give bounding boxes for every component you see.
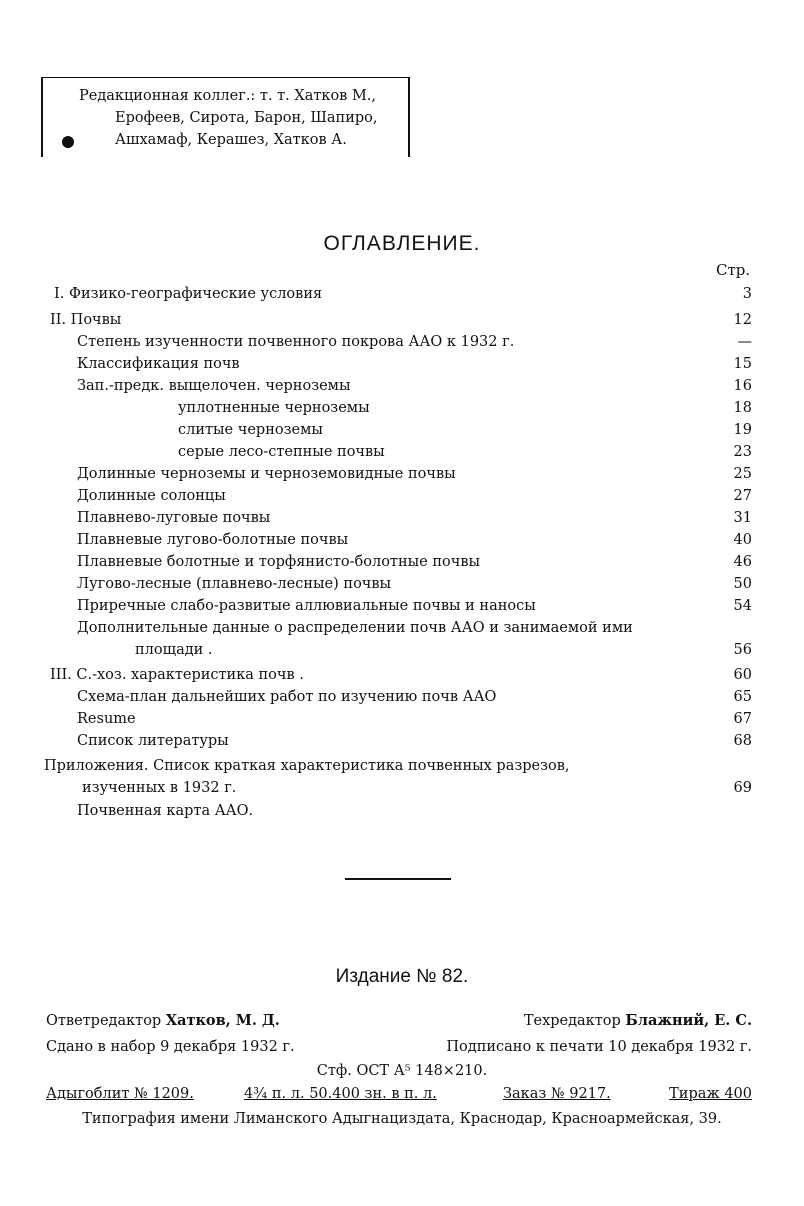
toc-entry-page: 16 — [733, 378, 752, 394]
toc-entry-text: Приложения. Список краткая характеристика почвенных разрезов, — [44, 758, 570, 774]
toc-entry — [0, 532, 804, 554]
toc-title: ОГЛАВЛЕНИЕ. — [323, 232, 481, 255]
technical-editor-label: Техредактор — [523, 1013, 621, 1029]
toc-entry-page: 31 — [733, 510, 752, 526]
toc-entry — [0, 667, 804, 689]
toc-entry-page: 56 — [733, 642, 752, 658]
toc-entry — [0, 312, 804, 334]
toc-entry-text: изученных в 1932 г. — [82, 780, 237, 796]
toc-entry-text: площади . — [135, 642, 213, 658]
toc-entry — [0, 286, 804, 308]
toc-entry-page: 40 — [733, 532, 752, 548]
toc-entry-text: Почвенная карта ААО. — [77, 803, 254, 819]
toc-entry-text: Долинные солонцы — [77, 488, 226, 504]
toc-entry-text: слитые черноземы — [178, 422, 323, 438]
toc-entry-page: 3 — [742, 286, 752, 302]
toc-entry-text: Плавневые лугово-болотные почвы — [77, 532, 349, 548]
printed-sheets: 4¾ п. л. 50.400 зн. в п. л. — [244, 1086, 437, 1102]
toc-entry-page: 18 — [733, 400, 752, 416]
toc-entry — [0, 803, 804, 825]
toc-entry-text: Зап.-предк. выщелочен. черноземы — [77, 378, 351, 394]
toc-entry-text: Resume — [77, 711, 136, 727]
editorial-line-1: Редакционная коллег.: т. т. Хатков М., — [79, 88, 377, 104]
order-number: Заказ № 9217. — [503, 1086, 611, 1102]
typeset-date: Сдано в набор 9 декабря 1932 г. — [46, 1039, 295, 1055]
toc-entry — [0, 733, 804, 755]
toc-entry-page: 25 — [733, 466, 752, 482]
toc-entry-text: Приречные слабо-развитые аллювиальные почвы и наносы — [77, 598, 536, 614]
toc-entry-text: I. Физико-географические условия — [54, 286, 323, 302]
toc-entry-text: Долинные черноземы и черноземовидные почвы — [77, 466, 456, 482]
toc-entry-text: Схема-план дальнейших работ по изучению почв ААО — [77, 689, 497, 705]
toc-entry-page: 46 — [733, 554, 752, 570]
paper-format: Стф. ОСТ А⁵ 148×210. — [316, 1063, 488, 1079]
toc-entry — [0, 356, 804, 378]
toc-entry — [0, 334, 804, 356]
responsible-editor-name: Хатков, М. Д. — [165, 1012, 280, 1029]
adygoblit-number: Адыгоблит № 1209. — [46, 1086, 194, 1102]
toc-entry-text: Плавнево-луговые почвы — [77, 510, 271, 526]
toc-entry-page: 50 — [733, 576, 752, 592]
toc-entry — [0, 510, 804, 532]
print-run: Тираж 400 — [669, 1086, 752, 1102]
printer-line: Типография имени Лиманского Адыгнациздата, Краснодар, Красноармейская, 39. — [82, 1111, 722, 1127]
toc-entry-text: Дополнительные данные о распределении почв ААО и занимаемой ими — [77, 620, 633, 636]
toc-entry — [0, 620, 804, 642]
responsible-editor — [46, 1012, 280, 1029]
toc-entry — [0, 444, 804, 466]
toc-entry — [0, 780, 804, 802]
toc-entry-text: Плавневые болотные и торфянисто-болотные почвы — [77, 554, 481, 570]
toc-entry — [0, 576, 804, 598]
responsible-editor-label: Ответредактор — [46, 1013, 162, 1029]
toc-entry-page: — — [737, 334, 752, 350]
toc-entry — [0, 711, 804, 733]
toc-entry-text: серые лесо-степные почвы — [178, 444, 385, 460]
edition-number: Издание № 82. — [335, 966, 469, 987]
toc-entry-text: Лугово-лесные (плавнево-лесные) почвы — [77, 576, 392, 592]
toc-entry-page: 23 — [733, 444, 752, 460]
toc-entry — [0, 422, 804, 444]
toc-entry-page: 60 — [733, 667, 752, 683]
editorial-line-3: Ашхамаф, Керашез, Хатков А. — [115, 132, 347, 148]
toc-entry — [0, 488, 804, 510]
toc-entry — [0, 758, 804, 780]
toc-entry — [0, 598, 804, 620]
toc-entry-page: 27 — [733, 488, 752, 504]
toc-entry-page: 68 — [733, 733, 752, 749]
toc-entry-page: 54 — [733, 598, 752, 614]
toc-entry-text: Классификация почв — [77, 356, 240, 372]
toc-entry-text: II. Почвы — [50, 312, 122, 328]
page-column-header: Стр. — [716, 261, 751, 279]
toc-entry — [0, 400, 804, 422]
toc-entry — [0, 554, 804, 576]
section-divider — [345, 878, 451, 880]
editorial-board-box — [41, 77, 410, 157]
toc-entry — [0, 378, 804, 400]
signed-date: Подписано к печати 10 декабря 1932 г. — [446, 1039, 752, 1055]
toc-entry-page: 65 — [733, 689, 752, 705]
toc-entry-page: 19 — [733, 422, 752, 438]
editorial-line-2: Ерофеев, Сирота, Барон, Шапиро, — [115, 110, 378, 126]
toc-entry — [0, 642, 804, 664]
toc-entry-page: 69 — [733, 780, 752, 796]
toc-entry-page: 67 — [733, 711, 752, 727]
toc-entry-page: 15 — [733, 356, 752, 372]
bullet-dot-icon — [62, 136, 74, 148]
toc-entry-text: уплотненные черноземы — [178, 400, 370, 416]
toc-entry-text: Список литературы — [77, 733, 229, 749]
toc-entry — [0, 689, 804, 711]
technical-editor-name: Блажний, Е. С. — [625, 1012, 752, 1029]
toc-entry-page: 12 — [733, 312, 752, 328]
technical-editor — [524, 1012, 752, 1029]
toc-entry-text: III. С.-хоз. характеристика почв . — [50, 667, 304, 683]
toc-entry-text: Степень изученности почвенного покрова ААО к 1932 г. — [77, 334, 515, 350]
toc-entry — [0, 466, 804, 488]
